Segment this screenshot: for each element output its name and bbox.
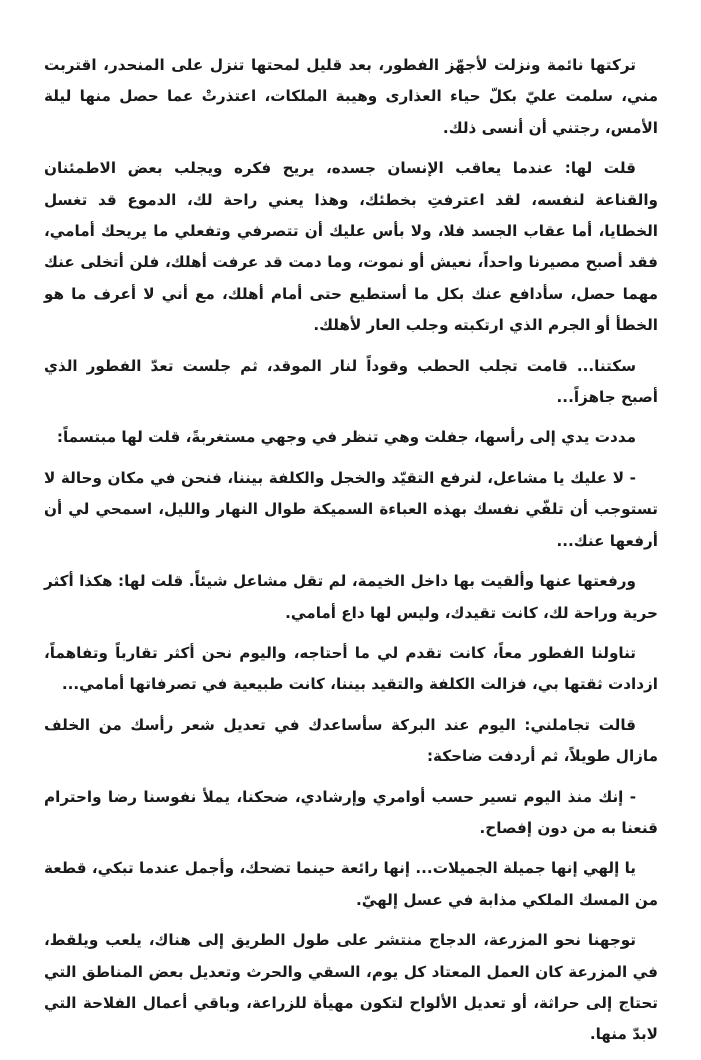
paragraph-8: قالت تجاملني: اليوم عند البركة سأساعدك في تعديل شعر رأسك من الخلف مازال طويلاً، ثم أردفت ضاحكة: (44, 715, 658, 766)
paragraph-9: - إنك منذ اليوم تسير حسب أوامري وإرشادي، ضحكنا، يملأ نفوسنا رضا واحترام قنعنا به من دون إفصاح. (44, 787, 658, 837)
paragraph-4: مددت يدي إلى رأسها، جفلت وهي تنظر في وجهي مستغربةً، قلت لها مبتسماً: (56, 428, 636, 447)
paragraph-2: قلت لها: عندما يعاقب الإنسان جسده، يريح فكره ويجلب بعض الاطمئنان والقناعة لنفسه، لقد اعترفتِ بخطئك، وهذا يعني راحة لك، الدموع قد تغسل الخطايا، أما عقاب الجسد فلا، ولا بأس عليك أن تتصرفي وتفعلي ما يريحك أمامي، فقد أصبح مصيرنا واحداً، نعيش أو نموت، وما دمت قد عرفت أهلك، فلن أتخلى عنك مهما حصل، سأدافع عنك بكل ما أستطيع حتى أمام أهلك، مع أني لا أعرف ما هو الخطأ أو الجرم الذي ارتكبته وجلب العار لأهلك. (44, 159, 658, 335)
paragraph-10: يا إلهي إنها جميلة الجميلات... إنها رائعة حينما تضحك، وأجمل عندما تبكي، قطعة من المسك الملكي مذابة في عسل إلهيّ. (44, 859, 658, 909)
paragraph-6: ورفعتها عنها وألقيت بها داخل الخيمة، لم تقل مشاعل شيئاً. قلت لها: هكذا أكثر حرية وراحة لك، كانت تقيدك، وليس لها داع أمامي. (44, 572, 658, 622)
paragraph-7: تناولنا الفطور معاً، كانت تقدم لي ما أحتاجه، واليوم نحن أكثر تقارباً وتفاهماً، ازدادت ثقتها بي، فزالت الكلفة والتقيد بيننا، كانت طبيعية في تصرفاتها أمامي... (44, 643, 658, 694)
paragraph-1: تركتها نائمة ونزلت لأجهّز الفطور، بعد قليل لمحتها تنزل على المنحدر، اقتربت مني، سلمت عليّ بكلّ حياء العذارى وهيبة الملكات، اعتذرتْ عما حصل منها ليلة الأمس، رجتني أن أنسى ذلك. (44, 56, 658, 137)
document-page (44, 50, 658, 1060)
paragraph-11: توجهنا نحو المزرعة، الدجاج منتشر على طول الطريق إلى هناك، يلعب ويلقط، في المزرعة كان العمل المعتاد كل يوم، السقي والحرث وتعديل بعض المناطق التي تحتاج إلى حراثة، أو تعديل الألواح لتكون مهيأة للزراعة، وباقي أعمال الفلاحة التي لابدّ منها. (44, 931, 658, 1044)
paragraph-3: سكتنا... قامت تجلب الحطب وقوداً لنار الموقد، ثم جلست تعدّ الفطور الذي أصبح جاهزاً... (44, 356, 658, 407)
paragraph-5: - لا عليك يا مشاعل، لنرفع التقيّد والخجل والكلفة بيننا، فنحن في مكان وحالة لا تستوجب أن تلفّي نفسك بهذه العباءة السميكة طوال النهار والليل، اسمحي لي أن أرفعها عنك... (44, 468, 658, 550)
